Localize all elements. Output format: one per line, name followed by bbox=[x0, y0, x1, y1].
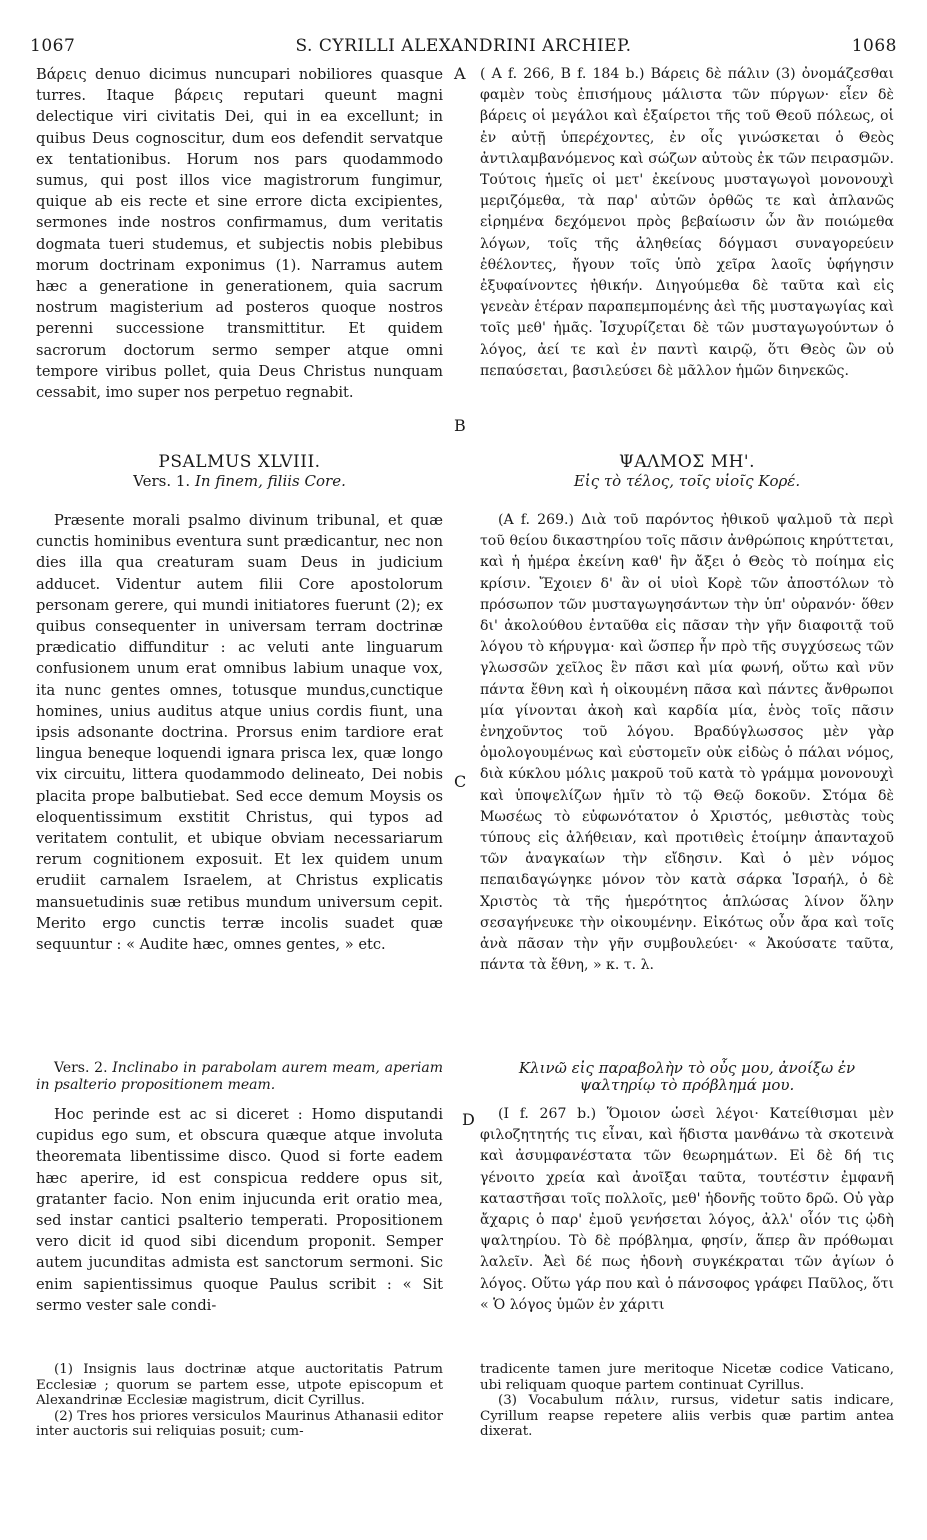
margin-letter-c: C bbox=[454, 772, 467, 791]
greek-verse1-paragraph: (A f. 269.) Διὰ τοῦ παρόντος ἠθικοῦ ψαλμοῦ τὰ περὶ τοῦ θείου δικαστηρίου τοῖς πᾶσιν ἀνθρώποις κηρύττεται, καὶ ἡ ἡμέρα ἐκείνη καθ' ἣν ἄξει ὁ Θεὸς τὸ ποίημα εἰς κρίσιν. Ἔχοιεν δ' ἂν οἱ υἱοὶ Κορὲ τῶν ἀποστόλων τὸ πρόσωπον τῶν μυσταγωγησάντων τὴν ὑπ' οὐρανόν· ὅθεν δι' ἀκολούθου ἐνταῦθα εἰς πᾶσαν τὴν γῆν διαφοιτᾷ τοῦ λόγου τὸ κήρυγμα· καὶ ὥσπερ ἦν πρὸ τῆς συγχύσεως τῶν γλωσσῶν χεῖλος ἓν πᾶσι καὶ μία φωνή, οὕτω καὶ νῦν πάντα ἔθνη καὶ ἡ οἰκουμένη πᾶσα καὶ πάντες ἄνθρωποι μία γίνονται ἀκοὴ καὶ καρδία μία, ἑνὸς τοῖς πᾶσιν ἐνηχοῦντος τοῦ λόγου. Βραδύγλωσσος μὲν γὰρ ὁμολογουμένως καὶ εὐστομεῖν οὐκ εἰδὼς ὁ πάλαι νόμος, διὰ κύκλου μόλις μακροῦ τοῦ κατὰ τὸ γράμμα μονονουχὶ καὶ ὑποψελίζων ἡμῖν τὸ τῷ Θεῷ δοκοῦν. Στόμα δὲ Μωσέως τὸ εὐφωνότατον ὁ Χριστός, μεθιστὰς τοὺς τύπους εἰς ἀλήθειαν, καὶ προτιθεὶς ἑτοίμην ἁπανταχοῦ τῶν ἀναγκαίων τὴν εἴδησιν. Καὶ ὁ μὲν νόμος πεπαιδαγώγηκε μόνον τὸν κατὰ σάρκα Ἰσραήλ, ὁ δὲ Χριστὸς τὰ τῆς ἡμερότητος ἁπλώσας λίνον ὅλην σεσαγήνευκε τὴν οἰκουμένην. Εἰκότως οὖν ἄρα καὶ τοῖς ἀνὰ πᾶσαν τὴν γῆν συμβουλεύει· « Ἀκούσατε ταῦτα, πάντα τὰ ἔθνη, » κ. τ. λ. bbox=[480, 512, 894, 974]
column-number-right: 1068 bbox=[851, 36, 897, 56]
margin-letter-d: D bbox=[462, 1110, 475, 1129]
margin-letter-b: B bbox=[454, 416, 466, 435]
greek-verse1-heading bbox=[480, 472, 894, 490]
latin-verse2-label: Vers. 2. bbox=[54, 1060, 108, 1076]
latin-intro-paragraph: Βάρεις denuo dicimus nuncupari nobiliores quasque turres. Itaque βάρεις reputari queunt magni delectique viri civitatis Dei, qui in ea excellunt; in quibus Deus cognoscitur, dum eos defendit servatque ex tentationibus. Horum nos pars quodammodo sumus, qui post illos vice magistrorum fungimur, quique ab eis recte et sine errore dicta excipientes, sermones inde nostros confirmamus, dum veritatis dogmata tueri studemus, et subjectis nobis plebibus morum doctrinam exponimus (1). Narramus autem hæc a generatione in generationem, quia sacrum nostrum magisterium ad posteros quoque nostros perenni successione transmittitur. Et quidem sacrorum doctorum sermo semper atque omni tempore viribus pollet, quia Deus Christus nunquam cessabit, imo super nos perpetuo regnabit. bbox=[36, 66, 443, 402]
column-number-left: 1067 bbox=[30, 36, 76, 56]
greek-verse2-heading: Κλινῶ εἰς παραβολὴν τὸ οὖς μου, ἀνοίξω ἐν ψαλτηρίῳ τὸ πρόβλημά μου. bbox=[518, 1059, 856, 1094]
footnote-2: (2) Tres hos priores versiculos Maurinus Athanasii editor inter auctoris sui reliquias posuit; cum- bbox=[36, 1408, 443, 1440]
greek-intro-paragraph: ( A f. 266, B f. 184 b.) Βάρεις δὲ πάλιν (3) ὀνομάζεσθαι φαμὲν τοὺς ἐπισήμους μάλιστα τῶν πύργων· εἶεν δὲ βάρεις οἱ μεγάλοι καὶ ἐξαίρετοι τῆς τοῦ Θεοῦ πόλεως, οἱ ἐν αὐτῇ ὑπερέχοντες, ἐν οἷς γινώσκεται ὁ Θεὸς ἀντιλαμβανόμενος καὶ σώζων αὐτοὺς ἐκ τῶν πειρασμῶν. Τούτοις ἡμεῖς οἱ μετ' ἐκείνους μυσταγωγοὶ μονονουχὶ μεριζόμεθα, τὰ παρ' αὐτῶν ὀρθῶς τε καὶ ἀπλανῶς εἰρημένα δεχόμενοι πρὸς βεβαίωσιν ὧν ἂν ποιώμεθα λόγων, τοῖς τῆς ἀληθείας δόγμασι συναγορεύειν ἐθέλοντες, ἤγουν τοῖς ὑπὸ χεῖρα λαοῖς ὑφήγησιν ἐξυφαίνοντες ἠθικήν. Διηγούμεθα δὲ ταῦτα καὶ εἰς γενεὰν ἑτέραν παραπεμπομένης ἀεὶ τῆς μυσταγωγίας καὶ τοῖς μεθ' ἡμᾶς. Ἰσχυρίζεται δὲ τῶν μυσταγωγούντων ὁ λόγος, ἀεί τε καὶ ἐν παντὶ καιρῷ, ὅτι Θεὸς ὢν οὐ πεπαύσεται, βασιλεύσει δὲ μᾶλλον ἡμῶν διηνεκῶς. bbox=[480, 66, 894, 379]
latin-verse1-text: In finem, filiis Core. bbox=[195, 472, 346, 490]
latin-verse1-paragraph: Præsente morali psalmo divinum tribunal, et quæ cunctis hominibus eventura sunt prædicantur, nec non dies illa qua creaturam suam Deus in judicium adducet. Videntur autem filii Core apostolorum personam gerere, qui mundi initiatores fuerunt (2); ex quibus consequenter in universam terram doctrinæ prædicatio diffunditur : ac veluti ante linguarum confusionem unum erat omnibus labium unaque vox, ita nunc gentes omnes, totusque mundus,cunctique homines, unius auditus atque unius cordis fiunt, una ipsis adsonante doctrina. Prorsus enim tardiore erat lingua beneque loquendi ignara prisca lex, quæ longo vix circuitu, littera quodammodo delineato, Dei nobis placita prope balbutiebat. Sed ecce demum Moysis os eloquentissimum exstitit Christus, qui typos ad veritatem contulit, et ubique obviam necessariarum rerum cognitionem exposuit. Et lex quidem unum erudiit carnalem Israelem, at Christus explicatis mansuetudinis suæ retibus mundum universum cepit. Merito ergo cunctis terræ incolis suadet quæ sequuntur : « Audite hæc, omnes gentes, » etc. bbox=[36, 512, 443, 954]
latin-verse2-heading bbox=[36, 1060, 443, 1094]
footnote-1: (1) Insignis laus doctrinæ atque auctoritatis Patrum Ecclesiæ ; quorum se partem esse, utpote episcopum et Alexandrinæ Ecclesiæ magistrum, dicit Cyrillus. bbox=[36, 1362, 443, 1409]
greek-psalm-title: ΨΑΛΜΟΣ ΜΗ'. bbox=[618, 452, 756, 472]
margin-letter-a: A bbox=[454, 64, 466, 83]
greek-verse2-paragraph: (I f. 267 b.) Ὅμοιον ὡσεὶ λέγοι· Κατείθισμαι μὲν φιλοζητητής τις εἶναι, καὶ ἥδιστα μανθάνω τὰ σκοτεινὰ καὶ ἀσυμφανέστατα τῶν θεωρημάτων. Εἰ δὲ δή τις γένοιτο χρεία καὶ ἀνοῖξαι ταῦτα, τουτέστιν ἐμφανῆ καταστῆσαι τοῖς πολλοῖς, μεθ' ἡδονῆς τοῦτο δρῶ. Οὐ γὰρ ἄχαρις ὁ παρ' ἐμοῦ γενήσεται λόγος, ἀλλ' οἷόν τις ᾠδὴ ψαλτηρίου. Τὸ δὲ πρόβλημα, φησίν, ἅπερ ἂν πρόθωμαι λαλεῖν. Ἀεὶ δέ πως ἡδονὴ συγκέκραται τῶν ἁγίων ὁ λόγος. Οὕτω γάρ που καὶ ὁ πάνσοφος γράφει Παῦλος, ὅτι « Ὁ λόγος ὑμῶν ἐν χάριτι bbox=[480, 1106, 894, 1313]
running-title: S. CYRILLI ALEXANDRINI ARCHIEP. bbox=[295, 36, 632, 56]
latin-verse1-label: Vers. 1. bbox=[133, 472, 191, 490]
footnote-3: (3) Vocabulum πάλιν, rursus, videtur satis indicare, Cyrillum reapse repetere aliis verbis quæ partim antea dixerat. bbox=[480, 1393, 894, 1440]
latin-psalm-title: PSALMUS XLVIII. bbox=[158, 452, 321, 472]
greek-verse1-text: Εἰς τὸ τέλος, τοῖς υἱοῖς Κορέ. bbox=[573, 472, 801, 490]
footnote-2-continuation: tradicente tamen jure meritoque Nicetæ codice Vaticano, ubi reliquam quoque partem continuat Cyrillus. bbox=[480, 1362, 894, 1393]
latin-verse2-text: Inclinabo in parabolam aurem meam, aperiam in psalterio propositionem meam. bbox=[36, 1060, 443, 1093]
latin-verse1-heading bbox=[36, 472, 443, 490]
running-header bbox=[30, 36, 897, 58]
latin-verse2-paragraph: Hoc perinde est ac si diceret : Homo disputandi cupidus ego sum, et obscura quæque atque involuta theoremata libentissime disco. Quod si forte eadem hæc aperire, id est conspicua reddere opus sit, gratanter facio. Non enim injucunda erit oratio mea, sed instar cantici psalterio temperati. Propositionem vero dicit id quod sibi dicendum proponit. Semper autem jucunditas admista est sanctorum sermoni. Sic enim sapientissimus quoque Paulus scribit : « Sit sermo vester sale condi- bbox=[36, 1106, 443, 1314]
